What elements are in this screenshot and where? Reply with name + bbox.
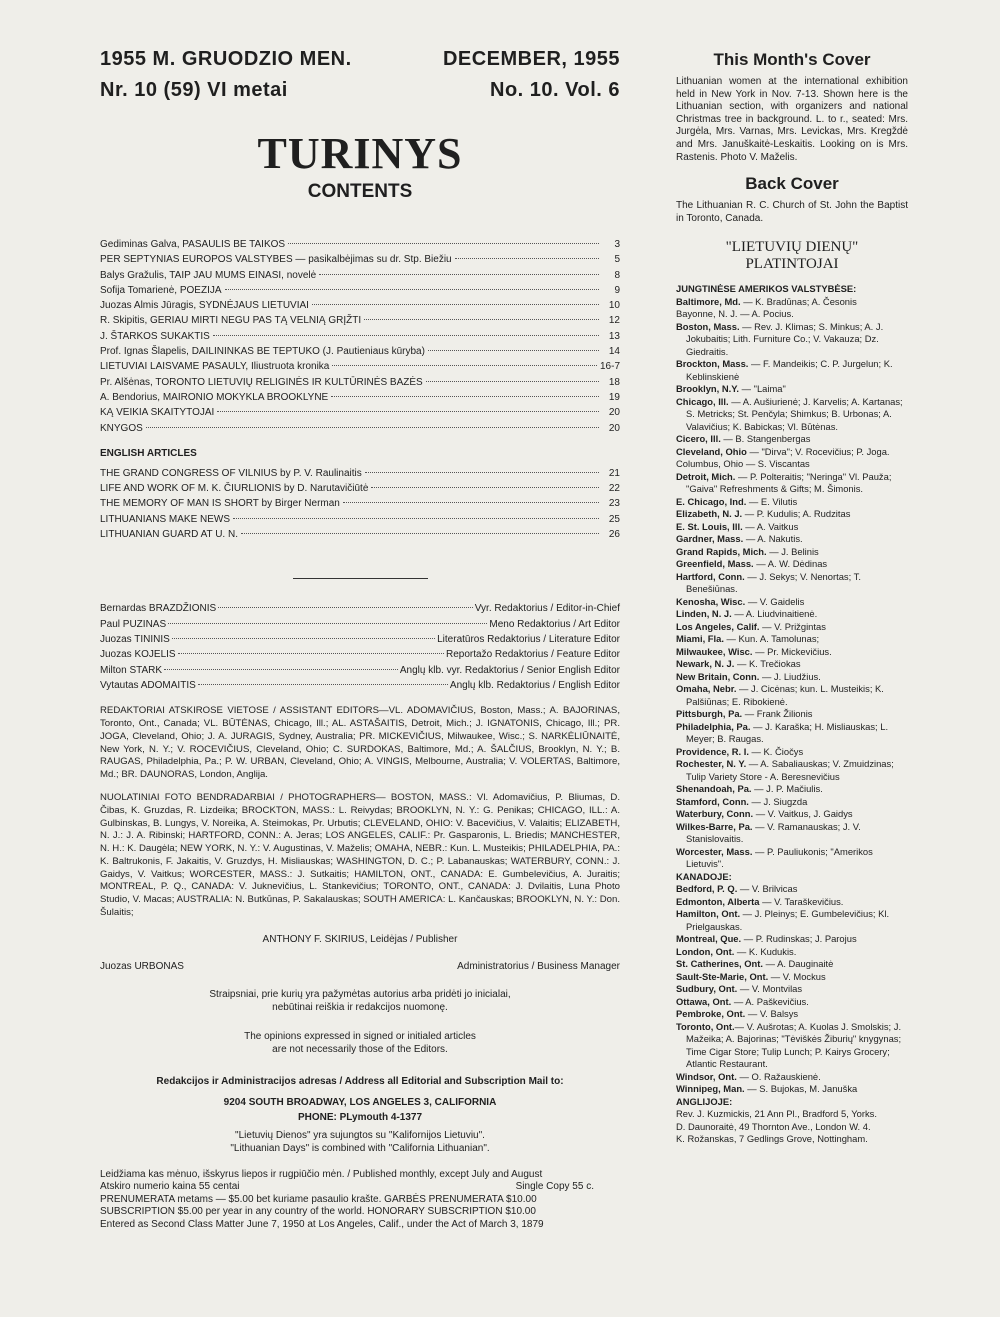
distributor-entry	[676, 796, 908, 809]
distributor-names: Rev. J. Kuzmickis, 21 Ann Pl., Bradford 5, Yorks.	[676, 1108, 877, 1120]
distributor-location: Edmonton, Alberta	[676, 895, 760, 907]
toc-entry-title: THE MEMORY OF MAN IS SHORT by Birger Nerman	[100, 498, 340, 510]
distributor-entry	[676, 496, 908, 509]
toc-entry-page: 5	[614, 254, 620, 266]
distributor-location: Cleveland, Ohio	[676, 445, 747, 457]
distributor-entry	[676, 396, 908, 434]
distributor-location: Boston, Mass.	[676, 320, 740, 332]
issue-date-lt: 1955 M. GRUODZIO MEN.	[100, 48, 352, 70]
distributor-entry	[676, 433, 908, 446]
staff-leader-dots	[198, 684, 448, 685]
distributor-entry	[676, 1121, 908, 1134]
toc-entry-title: Balys Gražulis, TAIP JAU MUMS EINASI, novelė	[100, 269, 317, 281]
toc-entry-title: LIETUVIAI LAISVAME PASAULY, Iliustruota kronika	[100, 361, 330, 373]
back-cover-description: The Lithuanian R. C. Church of St. John the Baptist in Toronto, Canada.	[676, 200, 908, 224]
distributor-entry	[676, 308, 908, 321]
distributor-names: K. Rožanskas, 7 Gedlings Grove, Nottingham.	[676, 1133, 868, 1145]
distributor-entry	[676, 446, 908, 459]
toc-entry-title: LITHUANIAN GUARD AT U. N.	[100, 529, 238, 541]
distributor-location: Hartford, Conn.	[676, 570, 745, 582]
toc-entry	[100, 346, 620, 361]
distributors-title-line-2: PLATINTOJAI	[745, 256, 839, 273]
divider	[293, 578, 428, 579]
toc-entry	[100, 377, 620, 392]
toc-leader-dots	[233, 518, 599, 519]
merger-line-1: "Lietuvių Dienos" yra sujungtos su "Kalifornijos Lietuviu".	[235, 1129, 485, 1141]
toc-entry-title: Gediminas Galva, PASAULIS BE TAIKOS	[100, 239, 286, 250]
distributor-entry	[676, 571, 908, 596]
distributor-entry	[676, 1133, 908, 1146]
distributor-location: Detroit, Mich.	[676, 470, 736, 482]
distributor-location: Toronto, Ont.	[676, 1020, 735, 1032]
business-manager-name: Juozas URBONAS	[100, 960, 184, 972]
footer-line-3: PRENUMERATA metams — $5.00 bet kuriame pasaulio krašte. GARBĖS PRENUMERATA $10.00	[100, 1193, 537, 1205]
distributor-entry	[676, 608, 908, 621]
distributor-location: Stamford, Conn.	[676, 795, 749, 807]
distributor-location: Sudbury, Ont.	[676, 983, 738, 995]
toc-entry	[100, 315, 620, 330]
distributor-location: Brooklyn, N.Y.	[676, 383, 740, 395]
footer-line-1: Leidžiama kas mėnuo, išskyrus liepos ir rugpiūčio mėn. / Published monthly, except July and August	[100, 1168, 543, 1180]
distributor-names: — K. Kudukis.	[734, 945, 797, 957]
distributor-names: — A. W. Dėdinas	[753, 558, 828, 570]
distributor-entry	[676, 758, 908, 783]
distributor-location: Chicago, Ill.	[676, 395, 729, 407]
distributor-entry	[676, 1108, 908, 1121]
toc-entry-page: 9	[614, 284, 620, 296]
issue-date-en: DECEMBER, 1955	[442, 48, 620, 70]
toc-leader-dots	[371, 487, 599, 488]
business-manager-row	[100, 961, 620, 972]
toc-leader-dots	[312, 304, 599, 305]
distributor-names: — J. P. Mačiulis.	[751, 783, 823, 795]
toc-entry-title: LIFE AND WORK OF M. K. ČIURLIONIS by D. Narutavičiūtė	[100, 483, 369, 495]
distributor-location: Milwaukee, Wisc.	[676, 645, 753, 657]
toc-entry-page: 23	[608, 498, 620, 510]
toc-entry	[100, 331, 620, 346]
distributor-names: — J. Belinis	[766, 545, 819, 557]
distributor-location: Elizabeth, N. J.	[676, 508, 743, 520]
distributor-location: Pittsburgh, Pa.	[676, 708, 743, 720]
distributor-region-heading: KANADOJE:	[676, 870, 732, 882]
distributor-location: Windsor, Ont.	[676, 1070, 737, 1082]
distributor-names: — J. Sekys; V. Nenortas; T. Benešiūnas.	[686, 570, 861, 595]
distributor-names: — A. Paškevičius.	[731, 995, 809, 1007]
staff-entry	[100, 634, 620, 649]
distributor-names: — V. Prižgintas	[759, 620, 826, 632]
distributor-location: E. St. Louis, Ill.	[676, 520, 743, 532]
distributor-names: — K. Trečiokas	[734, 658, 801, 670]
distributor-entry	[676, 746, 908, 759]
distributor-names: — J. Liudžius.	[759, 670, 821, 682]
table-of-contents	[100, 239, 620, 544]
toc-entry-page: 21	[608, 467, 620, 479]
distributor-location: Kenosha, Wisc.	[676, 595, 746, 607]
toc-leader-dots	[319, 274, 599, 275]
distributor-entry	[676, 721, 908, 746]
staff-name: Vytautas ADOMAITIS	[100, 679, 196, 691]
toc-entry-page: 22	[608, 483, 620, 495]
toc-leader-dots	[364, 319, 599, 320]
toc-entry	[100, 514, 620, 529]
disclaimer-lt-line-1: Straipsniai, prie kurių yra pažymėtas autorius arba pridėti jo inicialai,	[209, 988, 511, 1000]
toc-entry-title: KĄ VEIKIA SKAITYTOJAI	[100, 407, 215, 419]
toc-entry	[100, 483, 620, 498]
distributor-names: — O. Ražauskienė.	[736, 1070, 821, 1082]
distributor-names: — J. Siugzda	[748, 795, 808, 807]
distributor-entry	[676, 658, 908, 671]
toc-leader-dots	[146, 427, 599, 428]
distributor-names: — P. Rudinskas; J. Parojus	[741, 933, 857, 945]
toc-entry-title: R. Skipitis, GERIAU MIRTI NEGU PAS TĄ VELNIĄ GRĮŽTI	[100, 315, 362, 327]
toc-leader-dots	[455, 258, 599, 259]
distributor-region-heading: ANGLIJOJE:	[676, 1095, 733, 1107]
distributor-names: — A. Sabaliauskas; V. Zmuidzinas; Tulip Variety Store - A. Beresnevičius	[686, 758, 894, 782]
distributor-names: — "Laima"	[739, 383, 786, 395]
toc-entry-page: 10	[608, 300, 620, 312]
distributor-names: — A. Dauginaitė	[763, 958, 834, 970]
distributor-entry	[676, 633, 908, 646]
merger-notice	[100, 1129, 620, 1155]
toc-entry-page: 12	[608, 315, 620, 327]
distributor-names: — E. Vilutis	[746, 495, 798, 507]
distributor-location: Sault-Ste-Marie, Ont.	[676, 970, 769, 982]
toc-entry-title: LITHUANIANS MAKE NEWS	[100, 513, 231, 525]
staff-name: Juozas KOJELIS	[100, 649, 176, 661]
toc-entry-page: 25	[608, 513, 620, 525]
distributor-location: Omaha, Nebr.	[676, 683, 737, 695]
distributor-entry	[676, 1071, 908, 1084]
distributor-location: Wilkes-Barre, Pa.	[676, 820, 753, 832]
distributors-title-line-1: "LIETUVIŲ DIENŲ"	[725, 239, 859, 256]
toc-entry-title: Juozas Almis Jūragis, SYDNĖJAUS LIETUVIAI	[100, 300, 309, 312]
distributors-list	[676, 283, 908, 1146]
distributor-entry	[676, 708, 908, 721]
distributor-location: Montreal, Que.	[676, 933, 742, 945]
distributor-location: Los Angeles, Calif.	[676, 620, 760, 632]
toc-leader-dots	[288, 243, 599, 244]
editorial-staff	[100, 603, 620, 695]
footer-line-4: SUBSCRIPTION $5.00 per year in any country of the world. HONORARY SUBSCRIPTION $10.00	[100, 1206, 536, 1218]
toc-entry	[100, 361, 620, 376]
distributor-location: New Britain, Conn.	[676, 670, 760, 682]
distributor-entry	[676, 296, 908, 309]
distributor-location: E. Chicago, Ind.	[676, 495, 747, 507]
toc-leader-dots	[426, 381, 599, 382]
subscription-footer	[100, 1169, 620, 1232]
distributor-location: St. Catherines, Ont.	[676, 958, 763, 970]
distributor-entry	[676, 933, 908, 946]
distributor-location: Hamilton, Ont.	[676, 908, 741, 920]
distributor-entry	[676, 508, 908, 521]
distributor-names: — P. Pauliukonis; "Amerikos Lietuvis".	[686, 845, 873, 870]
staff-role: Literatūros Redaktorius / Literature Editor	[437, 633, 620, 645]
distributor-region-heading: JUNGTINĖSE AMERIKOS VALSTYBĖSE:	[676, 283, 857, 295]
distributor-entry	[676, 596, 908, 609]
issue-number-en: No. 10. Vol. 6	[490, 79, 620, 101]
distributor-location: London, Ont.	[676, 945, 735, 957]
business-manager-role: Administratorius / Business Manager	[457, 960, 620, 972]
distributor-location: Shenandoah, Pa.	[676, 783, 752, 795]
toc-entry-page: 13	[608, 330, 620, 342]
distributor-location: Rochester, N. Y.	[676, 758, 747, 770]
distributor-names: — Pr. Mickevičius.	[752, 645, 832, 657]
staff-leader-dots	[178, 653, 444, 654]
distributor-location: Miami, Fla.	[676, 633, 724, 645]
staff-entry	[100, 665, 620, 680]
distributor-names: — J. Cicėnas; kun. L. Musteikis; K. Palšiūnas; E. Ribokienė.	[686, 683, 884, 707]
toc-entry-page: 20	[608, 407, 620, 419]
english-articles-heading: ENGLISH ARTICLES	[100, 447, 197, 459]
toc-entry	[100, 239, 620, 254]
toc-leader-dots	[365, 472, 599, 473]
toc-entry	[100, 392, 620, 407]
distributor-names: — V. Ramanauskas; J. V. Stanislovaitis.	[686, 820, 861, 845]
footer-line-2	[100, 1181, 620, 1194]
toc-leader-dots	[332, 365, 597, 366]
distributor-entry	[676, 808, 908, 821]
distributor-entry	[676, 821, 908, 846]
distributor-names: — V. Taraškevičius.	[759, 895, 844, 907]
distributor-entry	[676, 996, 908, 1009]
distributor-names: — Rev. J. Klimas; S. Minkus; A. J. Jokubaitis; Lith. Furniture Co.; V. Vakauza; Dz. Giedraitis.	[686, 320, 884, 357]
single-copy-en: Single Copy 55 c.	[515, 1181, 594, 1193]
staff-leader-dots	[164, 669, 398, 670]
staff-role: Anglų klb. Redaktorius / English Editor	[449, 679, 620, 691]
toc-entry-page: 20	[608, 422, 620, 434]
toc-leader-dots	[241, 533, 599, 534]
distributor-names: — A. Nakutis.	[743, 533, 803, 545]
distributor-location: Waterbury, Conn.	[676, 808, 754, 820]
staff-leader-dots	[172, 638, 435, 639]
distributor-entry	[676, 883, 908, 896]
toc-entry-page: 3	[614, 239, 620, 250]
toc-leader-dots	[225, 289, 599, 290]
distributors-title	[676, 239, 908, 273]
issue-header-row-2	[100, 79, 620, 102]
toc-lithuanian	[100, 239, 620, 438]
distributor-names: — J. Karaška; H. Misliauskas; L. Meyer; B. Raugas.	[686, 720, 889, 745]
staff-entry	[100, 603, 620, 618]
distributor-location: Ottawa, Ont.	[676, 995, 732, 1007]
distributor-entry	[676, 458, 908, 471]
distributor-names: — V. Vaitkus, J. Gaidys	[753, 808, 853, 820]
toc-entry-title: Sofija Tomarienė, POEZIJA	[100, 284, 222, 296]
assistant-editors: REDAKTORIAI ATSKIROSE VIETOSE / ASSISTANT EDITORS—VL. ADOMAVIČIUS, Boston, Mass.; A. BAJORINAS, Toronto, Ont., Canada; VL. BŪTĖNAS, Chicago, Ill.; AL. ASTAŠAITIS, Detroit, Mich.; J. IGNATONIS, Chicago, Ill.; PR. JOGA, Cleveland, Ohio; J. A. JURAGIS, Sydney, Australia; PR. MICKEVIČIUS, Milwaukee, Wisc.; S. NARKĖLIŪNAITĖ, New York, N. Y.; V. ROCEVIČIUS, Cleveland, Ohio; C. SURDOKAS, Baltimore, Md.; A. ŠALČIUS, Brooklyn, N. Y.; B. RAUGAS, Philadelphia, Pa.; P. W. URBAN, Cleveland, Ohio; A. VINGIS, Melbourne, Australia; V. VOLERTAS, Baltimore, Md.; BR. DAUNORAS, London, Anglija.	[100, 705, 620, 781]
distributor-entry	[676, 546, 908, 559]
toc-entry	[100, 407, 620, 422]
distributor-names: — P. Polteraitis; "Neringa" Vl. Pauža; "Gaiva" Refreshments & Gifts; M. Šimonis.	[686, 470, 892, 495]
address-street: 9204 SOUTH BROADWAY, LOS ANGELES 3, CALIFORNIA	[223, 1096, 497, 1108]
distributor-location: Brockton, Mass.	[676, 358, 749, 370]
toc-leader-dots	[428, 350, 599, 351]
distributor-location: Gardner, Mass.	[676, 533, 744, 545]
toc-entry-page: 18	[608, 376, 620, 388]
distributor-names: — S. Bujokas, M. Januška	[744, 1083, 858, 1095]
toc-entry-page: 26	[608, 529, 620, 541]
distributor-entry	[676, 1083, 908, 1096]
toc-leader-dots	[343, 502, 599, 503]
distributor-entry	[676, 383, 908, 396]
disclaimer-lithuanian	[100, 988, 620, 1014]
toc-leader-dots	[331, 396, 599, 397]
footer-line-5: Entered as Second Class Matter June 7, 1950 at Los Angeles, Calif., under the Act of March 3, 1879	[100, 1218, 544, 1230]
toc-entry-title: KNYGOS	[100, 422, 143, 434]
staff-role: Meno Redaktorius / Art Editor	[489, 618, 620, 630]
disclaimer-lt-line-2: nebūtinai reiškia ir redakcijos nuomonę.	[272, 1001, 448, 1013]
toc-leader-dots	[217, 411, 599, 412]
toc-leader-dots	[213, 335, 599, 336]
distributor-location: Pembroke, Ont.	[676, 1008, 746, 1020]
distributor-names: — V. Balsys	[745, 1008, 799, 1020]
distributor-entry	[676, 983, 908, 996]
distributor-location: Baltimore, Md.	[676, 295, 741, 307]
distributor-entry	[676, 958, 908, 971]
distributor-location: Providence, R. I.	[676, 745, 749, 757]
distributor-entry	[676, 558, 908, 571]
toc-entry	[100, 300, 620, 315]
toc-entry-title: Pr. Alšėnas, TORONTO LIETUVIŲ RELIGINĖS IR KULTŪRINĖS BAZĖS	[100, 376, 423, 388]
address-phone: PHONE: PLymouth 4-1377	[297, 1111, 423, 1123]
toc-english	[100, 468, 620, 544]
toc-entry	[100, 254, 620, 269]
staff-name: Milton STARK	[100, 664, 163, 676]
distributor-entry	[676, 321, 908, 359]
distributor-entry	[676, 783, 908, 796]
toc-entry-title: J. ŠTARKOS SUKAKTIS	[100, 330, 210, 342]
staff-role: Vyr. Redaktorius / Editor-in-Chief	[474, 603, 620, 615]
distributor-entry	[676, 971, 908, 984]
staff-role: Anglų klb. vyr. Redaktorius / Senior English Editor	[399, 664, 620, 676]
page-subtitle: CONTENTS	[307, 181, 413, 202]
toc-entry-title: THE GRAND CONGRESS OF VILNIUS by P. V. Raulinaitis	[100, 467, 362, 479]
distributor-names: — Kun. A. Tamolunas;	[723, 633, 820, 645]
toc-entry	[100, 423, 620, 438]
issue-number-lt: Nr. 10 (59) VI metai	[100, 79, 288, 101]
staff-name: Juozas TININIS	[100, 633, 170, 645]
left-column	[100, 48, 620, 1231]
toc-entry-title: Prof. Ignas Šlapelis, DAILININKAS BE TEPTUKO (J. Pautieniaus kūryba)	[100, 346, 425, 358]
disclaimer-en-line-2: are not necessarily those of the Editors.	[272, 1043, 448, 1055]
distributor-names: — K. Čiočys	[748, 745, 804, 757]
cover-title: This Month's Cover	[713, 50, 871, 69]
distributor-names: Columbus, Ohio — S. Viscantas	[676, 458, 810, 470]
staff-name: Bernardas BRAZDŽIONIS	[100, 603, 217, 615]
toc-entry-page: 16-7	[599, 361, 620, 373]
distributor-names: — "Dirva"; V. Rocevičius; P. Joga.	[746, 445, 890, 457]
distributor-entry	[676, 521, 908, 534]
distributor-entry	[676, 533, 908, 546]
distributor-entry	[676, 358, 908, 383]
distributor-location: Grand Rapids, Mich.	[676, 545, 767, 557]
distributor-entry	[676, 646, 908, 659]
distributor-names: — B. Stangenbergas	[720, 433, 811, 445]
distributor-location: Newark, N. J.	[676, 658, 735, 670]
single-copy-lt: Atskiro numerio kaina 55 centai	[100, 1181, 240, 1193]
toc-entry	[100, 285, 620, 300]
page-title: TURINYS	[257, 129, 463, 178]
toc-entry-page: 14	[608, 346, 620, 358]
distributor-names: D. Daunoraitė, 49 Thornton Ave., London W. 4.	[676, 1120, 871, 1132]
distributor-entry	[676, 683, 908, 708]
distributor-entry	[676, 846, 908, 871]
distributor-names: — V. Gaidelis	[745, 595, 805, 607]
distributor-names: — K. Bradūnas; A. Česonis	[740, 295, 857, 307]
staff-entry	[100, 619, 620, 634]
distributor-names: — A. Aušiurienė; J. Karvelis; A. Kartanas; S. Metricks; St. Penčyla; Shimkus; B. Urbonas; A. Valavičius; K. Babickas; Vl. Būtėnas.	[686, 395, 903, 432]
distributor-entry	[676, 908, 908, 933]
distributor-location: Philadelphia, Pa.	[676, 720, 751, 732]
distributor-names: — Frank Žilionis	[742, 708, 813, 720]
distributor-entry	[676, 946, 908, 959]
staff-entry	[100, 680, 620, 695]
distributor-names: — V. Aušrotas; A. Kuolas J. Smolskis; J. Mažeika; A. Bajorinas; "Tėviškės Žiburių" knygynas; Time Cigar Store; Tulip Lunch; P. Kairys Grocery; Atlantic Restaurant.	[686, 1020, 902, 1070]
disclaimer-english	[100, 1030, 620, 1056]
distributor-entry	[676, 1008, 908, 1021]
distributor-names: — J. Pleinys; E. Gumbelevičius; Kl. Prielgauskas.	[686, 908, 890, 932]
address-block	[100, 1074, 620, 1125]
distributor-entry	[676, 621, 908, 634]
staff-leader-dots	[168, 623, 487, 624]
distributor-entry	[676, 1021, 908, 1071]
address-heading: Redakcijos ir Administracijos adresas / Address all Editorial and Subscription Mail to:	[156, 1075, 564, 1087]
distributor-location: Linden, N. J.	[676, 608, 732, 620]
disclaimer-en-line-1: The opinions expressed in signed or initialed articles	[244, 1030, 476, 1042]
toc-entry	[100, 270, 620, 285]
staff-role: Reportažo Redaktorius / Feature Editor	[446, 649, 620, 661]
toc-entry-title: PER SEPTYNIAS EUROPOS VALSTYBES — pasikalbėjimas su dr. Stp. Biežiu	[100, 254, 452, 266]
staff-leader-dots	[218, 607, 473, 608]
merger-line-2: "Lithuanian Days" is combined with "California Lithuanian".	[230, 1142, 490, 1154]
distributor-location: Cicero, Ill.	[676, 433, 721, 445]
distributor-names: — V. Mockus	[768, 970, 826, 982]
distributor-location: Worcester, Mass.	[676, 845, 753, 857]
back-cover-title: Back Cover	[745, 174, 839, 194]
distributor-names: — P. Kudulis; A. Rudzitas	[742, 508, 851, 520]
toc-entry	[100, 498, 620, 513]
cover-description: Lithuanian women at the international exhibition held in New York in Nov. 7-13. Shown here is the Lithuanian section, with organizers and national Christmas tree in background. L. to r., seated: Mrs. Jurgėla, Mrs. Varnas, Mrs. Levickas, Mrs. Kregždė and Mrs. Januškaitė-Leskaitis. Looking on is Mrs. Rastenis. Photo V. Maželis.	[676, 76, 908, 163]
toc-entry-page: 19	[608, 391, 620, 403]
distributor-location: Greenfield, Mass.	[676, 558, 754, 570]
publisher: ANTHONY F. SKIRIUS, Leidėjas / Publisher	[262, 933, 458, 945]
distributor-names: — A. Vaitkus	[742, 520, 799, 532]
distributor-names: — V. Brilvicas	[737, 883, 798, 895]
distributor-entry	[676, 471, 908, 496]
right-column	[676, 50, 908, 1146]
distributor-location: Bedford, P. Q.	[676, 883, 738, 895]
distributor-names: — A. Liudvinaitienė.	[731, 608, 818, 620]
staff-name: Paul PUZINAS	[100, 618, 167, 630]
issue-header-row-1	[100, 48, 620, 71]
toc-entry-title: A. Bendorius, MAIRONIO MOKYKLA BROOKLYNE	[100, 391, 329, 403]
distributor-names: — V. Montvilas	[737, 983, 803, 995]
distributor-entry	[676, 896, 908, 909]
photographers: NUOLATINIAI FOTO BENDRADARBIAI / PHOTOGRAPHERS— BOSTON, MASS.: Vl. Adomavičius, P. Bliumas, D. Čibas, K. Gruzdas, R. Lizdeika; BROCKTON, MASS.: L. Reivydas; BROOKLYN, N. Y.: G. Penikas; CHICAGO, ILL.: A. Gulbinskas, B. Lungys, V. Noreika, A. Steimokas, Pr. Urbutis; CLEVELAND, OHIO: V. Bacevičius, V. Valaitis; ELIZABETH, N. J.: J. A. Ribinski; HARTFORD, CONN.: A. Jeras; LOS ANGELES, CALIF.: Pr. Gasparonis, L. Briedis; MANCHESTER, N. H.: K. Daugėla; NEW YORK, N. Y.: V. Augustinas, V. Maželis; OMAHA, NEBR.: Kun. L. Musteikis; PHILADELPHIA, PA.: K. Baltrukonis, F. Jakaitis, V. Gruzdys, H. Misliauskas; WASHINGTON, D. C.; P. Labanauskas; WATERBURY, CONN.: J. Gaidys, V. Vaitkus; WORCESTER, MASS.: J. Sutkaitis; HAMILTON, ONT., CANADA: E. Gumbelevičius, A. Juraitis; MONTREAL, P. Q., CANADA: V. Juknevičius, L. Stankevičius; TORONTO, ONT., CANADA: J. Dvilaitis, Luna Photo Studio, V. Macas; AUSTRALIA: N. Butkūnas, P. Sakalauskas; SOUTH AMERICA: L. Kančauskas; BROOKLYN, N. Y.: Don. Šulaitis;	[100, 791, 620, 919]
distributor-names: — F. Mandeikis; C. P. Jurgelun; K. Keblinskienė	[686, 358, 893, 382]
distributor-entry	[676, 671, 908, 684]
staff-entry	[100, 649, 620, 664]
distributor-names: Bayonne, N. J. — A. Pocius.	[676, 308, 794, 320]
toc-entry	[100, 529, 620, 544]
toc-entry	[100, 468, 620, 483]
distributor-location: Winnipeg, Man.	[676, 1083, 745, 1095]
toc-entry-page: 8	[614, 269, 620, 281]
